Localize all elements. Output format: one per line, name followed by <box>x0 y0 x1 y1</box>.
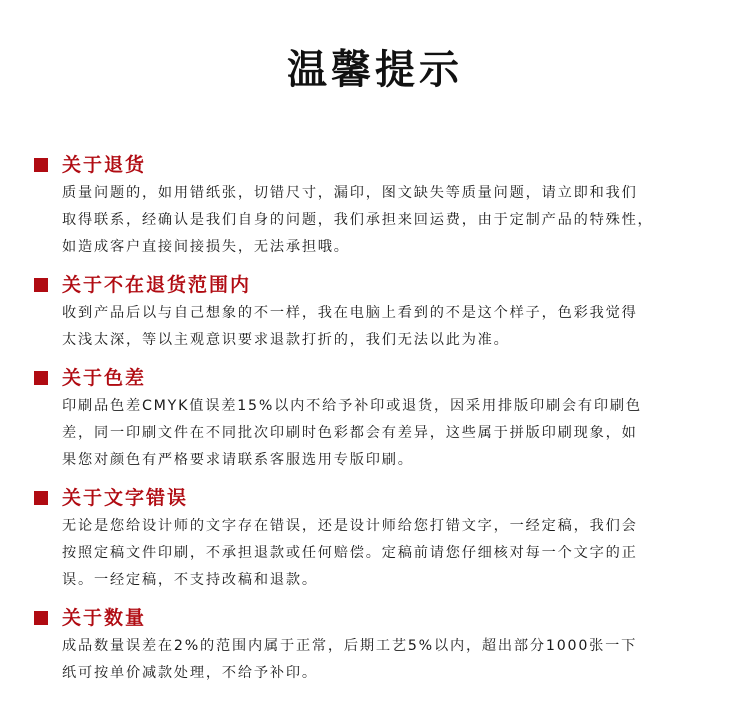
body-line: 收到产品后以与自己想象的不一样，我在电脑上看到的不是这个样子，色彩我觉得 <box>62 305 638 321</box>
section-header <box>34 603 724 633</box>
body-line: 成品数量误差在2%的范围内属于正常，后期工艺5%以内，超出部分1000张一下 <box>62 638 638 654</box>
section-title: 关于色差 <box>62 367 147 389</box>
body-line: 质量问题的，如用错纸张，切错尺寸，漏印，图文缺失等质量问题，请立即和我们 <box>62 185 638 201</box>
square-bullet-icon <box>34 278 48 292</box>
square-bullet-icon <box>34 158 48 172</box>
square-bullet-icon <box>34 611 48 625</box>
section-header <box>34 483 724 513</box>
section-quantity <box>34 603 724 687</box>
body-line: 果您对颜色有严格要求请联系客服选用专版印刷。 <box>62 452 414 468</box>
square-bullet-icon <box>34 491 48 505</box>
section-body <box>62 300 724 354</box>
body-line: 纸可按单价减款处理，不给予补印。 <box>62 665 318 681</box>
square-bullet-icon <box>34 371 48 385</box>
body-line: 差，同一印刷文件在不同批次印刷时色彩都会有差异，这些属于拼版印刷现象，如 <box>62 425 638 441</box>
body-line: 如造成客户直接间接损失，无法承担哦。 <box>62 239 350 255</box>
section-header <box>34 270 724 300</box>
section-returns <box>34 150 724 261</box>
section-body <box>62 633 724 687</box>
body-line: 无论是您给设计师的文字存在错误，还是设计师给您打错文字，一经定稿，我们会 <box>62 518 638 534</box>
section-header <box>34 150 724 180</box>
section-header <box>34 363 724 393</box>
notice-sections <box>34 150 724 696</box>
body-line: 印刷品色差CMYK值误差15%以内不给予补印或退货，因采用排版印刷会有印刷色 <box>62 398 642 414</box>
section-title: 关于数量 <box>62 607 147 629</box>
section-body <box>62 180 724 261</box>
section-title: 关于文字错误 <box>62 487 189 509</box>
section-body <box>62 393 724 474</box>
page-title: 温馨提示 <box>287 47 463 93</box>
section-body <box>62 513 724 594</box>
body-line: 误。一经定稿，不支持改稿和退款。 <box>62 572 318 588</box>
section-title: 关于退货 <box>62 154 147 176</box>
body-line: 太浅太深，等以主观意识要求退款打折的，我们无法以此为准。 <box>62 332 510 348</box>
section-title: 关于不在退货范围内 <box>62 274 252 296</box>
body-line: 按照定稿文件印刷，不承担退款或任何赔偿。定稿前请您仔细核对每一个文字的正 <box>62 545 638 561</box>
section-color-difference <box>34 363 724 474</box>
section-not-returnable <box>34 270 724 354</box>
section-text-errors <box>34 483 724 594</box>
body-line: 取得联系，经确认是我们自身的问题，我们承担来回运费，由于定制产品的特殊性， <box>62 212 654 228</box>
